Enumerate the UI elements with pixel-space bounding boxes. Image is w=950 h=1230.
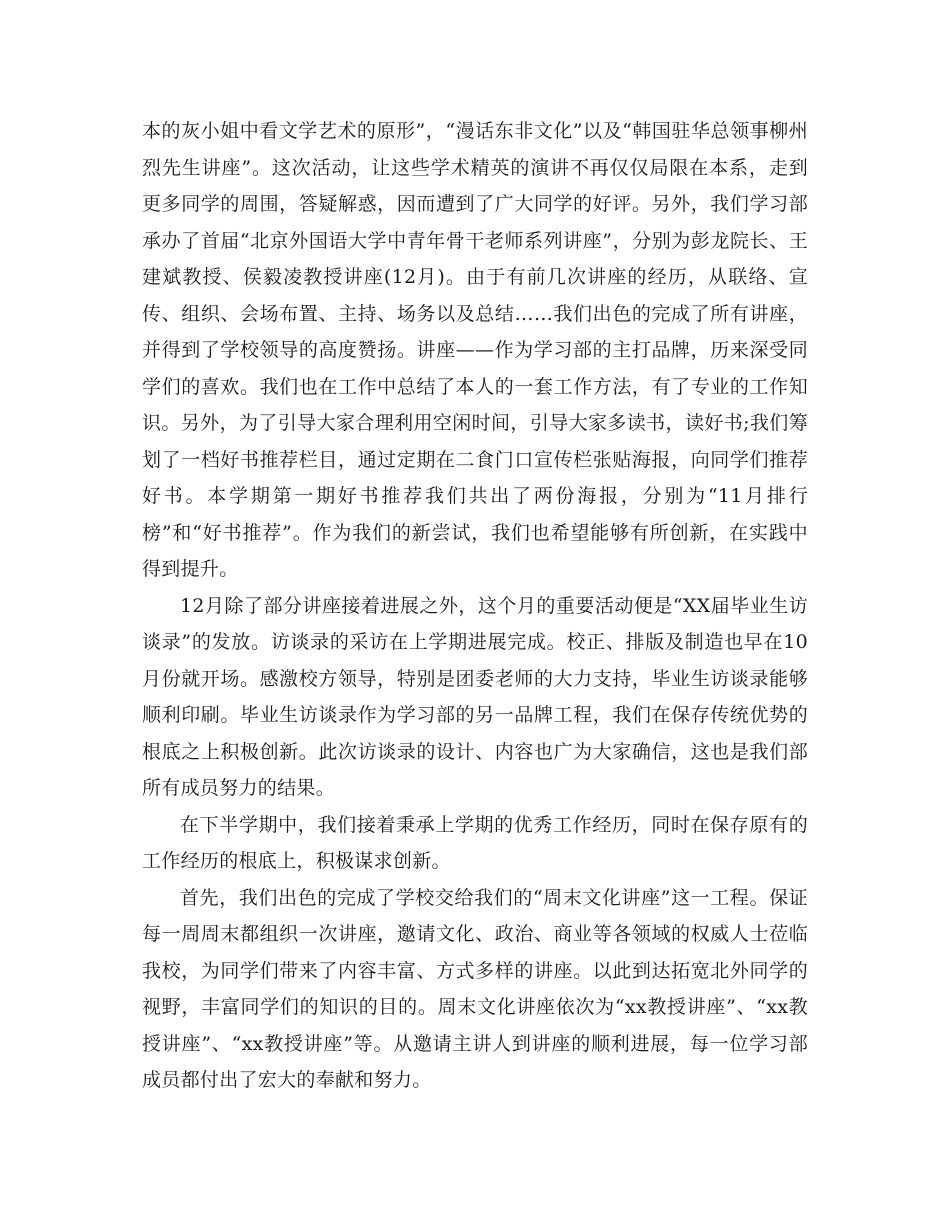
- paragraph-4: 首先，我们出色的完成了学校交给我们的“周末文化讲座”这一工程。保证每一周周末都组织一次讲座，邀请文化、政治、商业等各领域的权威人士莅临我校，为同学们带来了内容丰富、方式多样的讲座。以此到达拓宽北外同学的视野，丰富同学们的知识的目的。周末文化讲座依次为“xx教授讲座”、“xx教授讲座”、“xx教授讲座”等。从邀请主讲人到讲座的顺利进展，每一位学习部成员都付出了宏大的奉献和努力。: [142, 886, 808, 1091]
- paragraph-1: 本的灰小姐中看文学艺术的原形”，“漫话东非文化”以及“韩国驻华总领事柳州烈先生讲座”。这次活动，让这些学术精英的演讲不再仅仅局限在本系，走到更多同学的周围，答疑解惑，因而遭到了广大同学的好评。另外，我们学习部承办了首届“北京外国语大学中青年骨干老师系列讲座”，分别为彭龙院长、王建斌教授、侯毅凌教授讲座(12月)。由于有前几次讲座的经历，从联络、宣传、组织、会场布置、主持、场务以及总结……我们出色的完成了所有讲座，并得到了学校领导的高度赞扬。讲座——作为学习部的主打品牌，历来深受同学们的喜欢。我们也在工作中总结了本人的一套工作方法，有了专业的工作知识。另外，为了引导大家合理利用空闲时间，引导大家多读书，读好书;我们筹划了一档好书推荐栏目，通过定期在二食门口宣传栏张贴海报，向同学们推荐好书。本学期第一期好书推荐我们共出了两份海报，分别为“11月排行榜”和“好书推荐”。作为我们的新尝试，我们也希望能够有所创新，在实践中得到提升。: [142, 120, 808, 580]
- paragraph-3: 在下半学期中，我们接着秉承上学期的优秀工作经历，同时在保存原有的工作经历的根底上，积极谋求创新。: [142, 813, 808, 872]
- paragraph-2: 12月除了部分讲座接着进展之外，这个月的重要活动便是“XX届毕业生访谈录”的发放。访谈录的采访在上学期进展完成。校正、排版及制造也早在10月份就开场。感激校方领导，特别是团委老师的大力支持，毕业生访谈录能够顺利印刷。毕业生访谈录作为学习部的另一品牌工程，我们在保存传统优势的根底之上积极创新。此次访谈录的设计、内容也广为大家确信，这也是我们部所有成员努力的结果。: [142, 594, 808, 799]
- document-body: [142, 113, 808, 1099]
